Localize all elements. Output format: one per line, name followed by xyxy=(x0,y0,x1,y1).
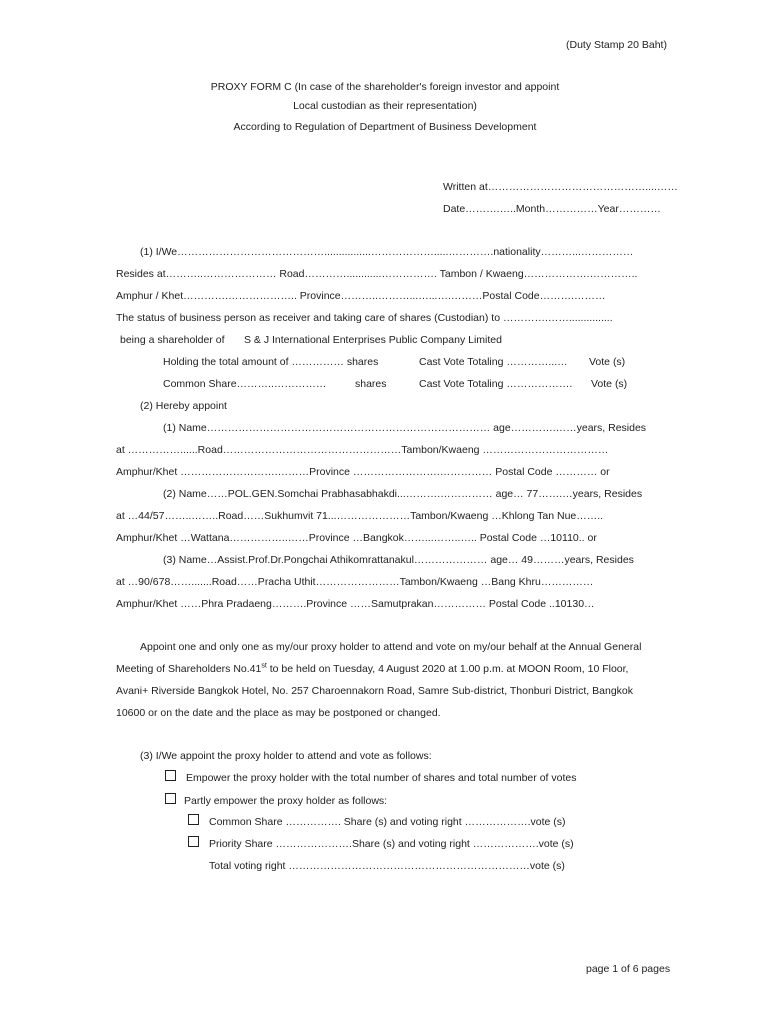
form-title-line-3: According to Regulation of Department of Business Development xyxy=(233,121,537,133)
form-title-line-2: Local custodian as their representation) xyxy=(293,100,477,112)
written-at-field[interactable]: Written at………………………………………....…… xyxy=(443,181,678,193)
proxy-2-address-field[interactable]: at …44/57……..……..Road……Sukhumvit 71...…………………Tambon/Kwaeng …Khlong Tan Nue…….. xyxy=(116,510,604,522)
proxy-3-district-field[interactable]: Amphur/Khet ……Phra Pradaeng……….Province ……Samutprakan…………… Postal Code ..10130… xyxy=(116,598,595,610)
total-voting-right-field[interactable]: Total voting right ……………………………………………………………vote (s) xyxy=(209,860,565,872)
proxy-1-name-field[interactable]: (1) Name……………………………………………………………………… age………….……years, Resides xyxy=(163,422,647,434)
meeting-number-text: Meeting of Shareholders No.41 xyxy=(116,663,262,675)
appoint-paragraph-line-2 xyxy=(116,663,628,676)
common-shares-label: shares xyxy=(355,378,387,390)
amphur-province-postal-field[interactable]: Amphur / Khet………….……………….. Province………..………...…...….………Postal Code……….……… xyxy=(116,290,606,302)
shareholder-of-label: being a shareholder of xyxy=(120,334,225,346)
appoint-paragraph-line-3: Avani+ Riverside Bangkok Hotel, No. 257 Charoennakorn Road, Samre Sub-district, Thonburi District, Bangkok xyxy=(116,685,633,697)
common-vote-label: Vote (s) xyxy=(591,378,628,390)
form-title-line-1: PROXY FORM C (In case of the shareholder's foreign investor and appoint xyxy=(210,81,560,93)
priority-share-vote-field[interactable]: Priority Share ………………….Share (s) and voting right ……………….vote (s) xyxy=(209,838,574,850)
appoint-paragraph-line-1: Appoint one and only one as my/our proxy holder to attend and vote on my/our behalf at the Annual General xyxy=(140,641,642,653)
common-cast-vote-field[interactable]: Cast Vote Totaling ………………. xyxy=(419,378,573,390)
resides-address-field[interactable]: Resides at………..………………… Road…………............……………. Tambon / Kwaeng……………….………….. xyxy=(116,268,638,280)
proxy-3-address-field[interactable]: at …90/678…….......Road……Pracha Uthit……………………Tambon/Kwaeng …Bang Khru…………… xyxy=(116,576,594,588)
empower-all-label: Empower the proxy holder with the total number of shares and total number of votes xyxy=(186,772,577,784)
common-share-checkbox[interactable] xyxy=(188,814,199,825)
holding-cast-vote-field[interactable]: Cast Vote Totaling …………...… xyxy=(419,356,568,368)
holding-total-shares-field[interactable]: Holding the total amount of …………… shares xyxy=(163,356,379,368)
proxy-1-district-field[interactable]: Amphur/Khet ……………………….………Province …………………….…………… Postal Code ………… or xyxy=(116,466,610,478)
shareholder-name-nationality-field[interactable]: (1) I/We……………………………………................……………….....………….nationality………...…………… xyxy=(140,246,634,258)
proxy-1-address-field[interactable]: at ……………......Road……………………………………………Tambon/Kwaeng ……………………………… xyxy=(116,444,609,456)
partly-empower-checkbox[interactable] xyxy=(165,793,176,804)
company-name: S & J International Enterprises Public Company Limited xyxy=(244,334,502,346)
partly-empower-label: Partly empower the proxy holder as follows: xyxy=(184,795,388,807)
duty-stamp-note: (Duty Stamp 20 Baht) xyxy=(566,39,667,51)
appoint-heading: (2) Hereby appoint xyxy=(140,400,227,412)
priority-share-checkbox[interactable] xyxy=(188,836,199,847)
empower-all-checkbox[interactable] xyxy=(165,770,176,781)
proxy-2-district-field[interactable]: Amphur/Khet …Wattana……………..……Province …Bangkok……...……..….. Postal Code …10110.. or xyxy=(116,532,597,544)
date-field[interactable]: Date……….…..Month……………Year………… xyxy=(443,203,661,215)
ordinal-suffix: st xyxy=(261,662,267,670)
proxy-2-name-field[interactable]: (2) Name……POL.GEN.Somchai Prabhasabhakdi...……….…………… age… 77…….…years, Resides xyxy=(163,488,643,500)
common-share-field[interactable]: Common Share………..…………… xyxy=(163,378,327,390)
page-number: page 1 of 6 pages xyxy=(586,963,671,975)
appoint-paragraph-line-4: 10600 or on the date and the place as may be postponed or changed. xyxy=(116,707,441,719)
proxy-3-name-field[interactable]: (3) Name…Assist.Prof.Dr.Pongchai Athikomrattanakul………………… age… 49………years, Resides xyxy=(163,554,634,566)
holding-vote-label: Vote (s) xyxy=(589,356,626,368)
meeting-details-text: to be held on Tuesday, 4 August 2020 at 1.00 p.m. at MOON Room, 10 Floor, xyxy=(266,663,629,675)
common-share-vote-field[interactable]: Common Share ……………. Share (s) and voting right ……………….vote (s) xyxy=(209,816,566,828)
custodian-status-field[interactable]: The status of business person as receiver and taking care of shares (Custodian) to ………….……............... xyxy=(116,312,613,324)
vote-instruction-heading: (3) I/We appoint the proxy holder to attend and vote as follows: xyxy=(140,750,432,762)
